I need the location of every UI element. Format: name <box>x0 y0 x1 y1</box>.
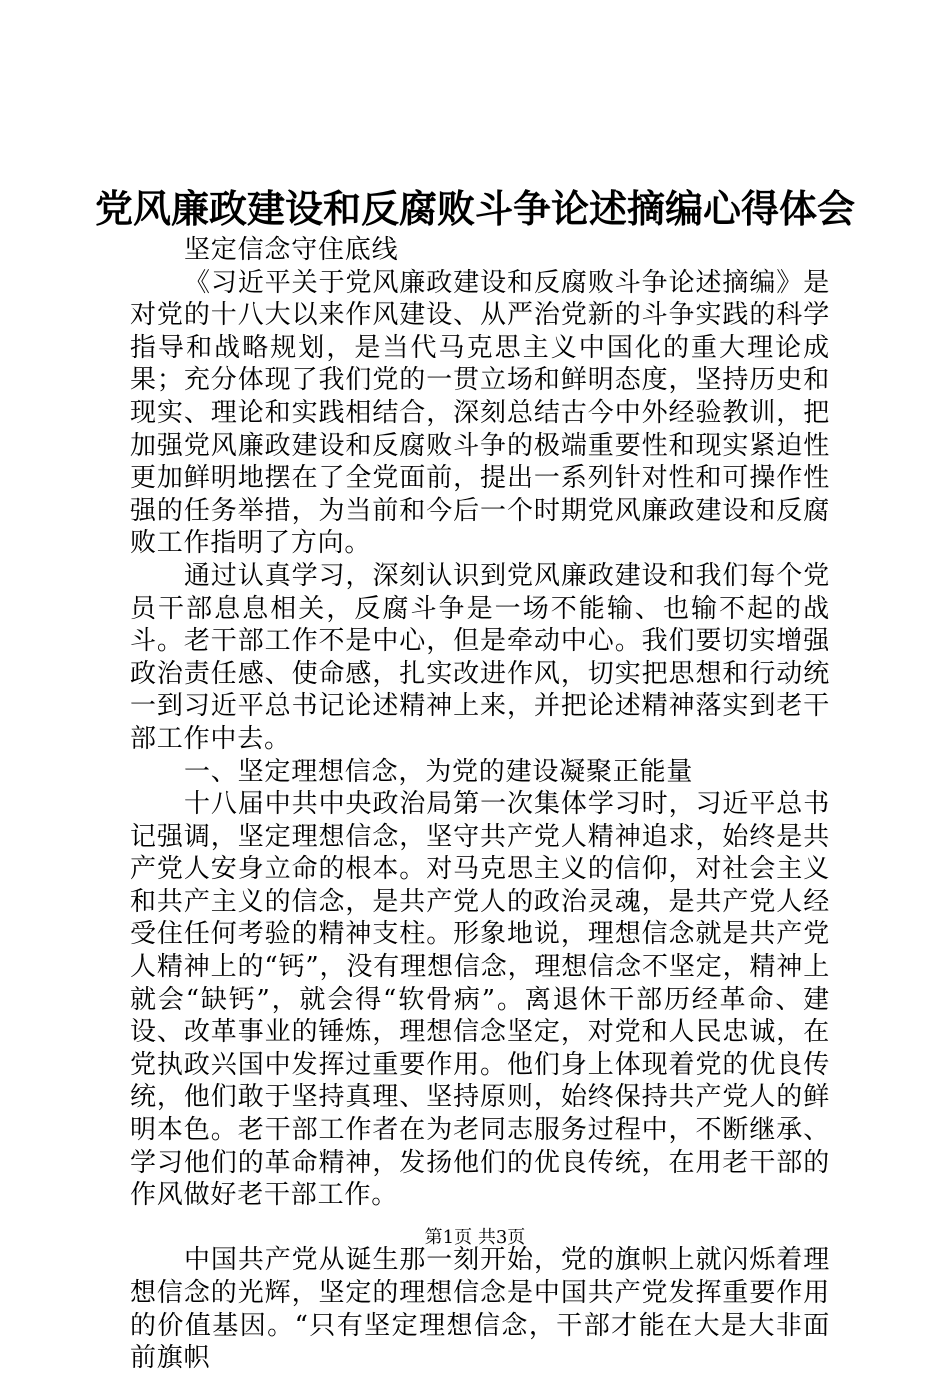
paragraph: 十八届中共中央政治局第一次集体学习时，习近平总书记强调，坚定理想信念，坚守共产党人精神追求，始终是共产党人安身立命的根本。对马克思主义的信仰，对社会主义和共产主义的信念，是共产党人的政治灵魂，是共产党人经受住任何考验的精神支柱。形象地说，理想信念就是共产党人精神上的“钙”，没有理想信念，理想信念不坚定，精神上就会“缺钙”，就会得“软骨病”。离退休干部历经革命、建设、改革事业的锤炼，理想信念坚定，对党和人民忠诚，在党执政兴国中发挥过重要作用。他们身上体现着党的优良传统，他们敢于坚持真理、坚持原则，始终保持共产党人的鲜明本色。老干部工作者在为老同志服务过程中，不断继承、学习他们的革命精神，发扬他们的优良传统，在用老干部的作风做好老干部工作。 <box>130 789 830 1211</box>
document-body <box>130 234 830 1375</box>
page-footer <box>0 1226 950 1250</box>
page-number-label: 第1页 共3页 <box>424 1227 526 1248</box>
section-heading: 一、坚定理想信念，为党的建设凝聚正能量 <box>184 756 694 787</box>
paragraph: 中国共产党从诞生那一刻开始，党的旗帜上就闪烁着理想信念的光辉，坚定的理想信念是中国共产党发挥重要作用的价值基因。“只有坚定理想信念，干部才能在大是大非面前旗帜 <box>130 1245 830 1374</box>
paragraph: 《习近平关于党风廉政建设和反腐败斗争论述摘编》是对党的十八大以来作风建设、从严治党新的斗争实践的科学指导和战略规划，是当代马克思主义中国化的重大理论成果；充分体现了我们党的一贯立场和鲜明态度，坚持历史和现实、理论和实践相结合，深刻总结古今中外经验教训，把加强党风廉政建设和反腐败斗争的极端重要性和现实紧迫性更加鲜明地摆在了全党面前，提出一系列针对性和可操作性强的任务举措，为当前和今后一个时期党风廉政建设和反腐败工作指明了方向。 <box>130 267 830 559</box>
paragraph-subtitle: 坚定信念守住底线 <box>184 235 399 265</box>
paragraph: 通过认真学习，深刻认识到党风廉政建设和我们每个党员干部息息相关，反腐斗争是一场不能输、也输不起的战斗。老干部工作不是中心，但是牵动中心。我们要切实增强政治责任感、使命感，扎实改进作风，切实把思想和行动统一到习近平总书记论述精神上来，并把论述精神落实到老干部工作中去。 <box>130 560 830 754</box>
document-title: 党风廉政建设和反腐败斗争论述摘编心得体会 <box>94 186 855 231</box>
